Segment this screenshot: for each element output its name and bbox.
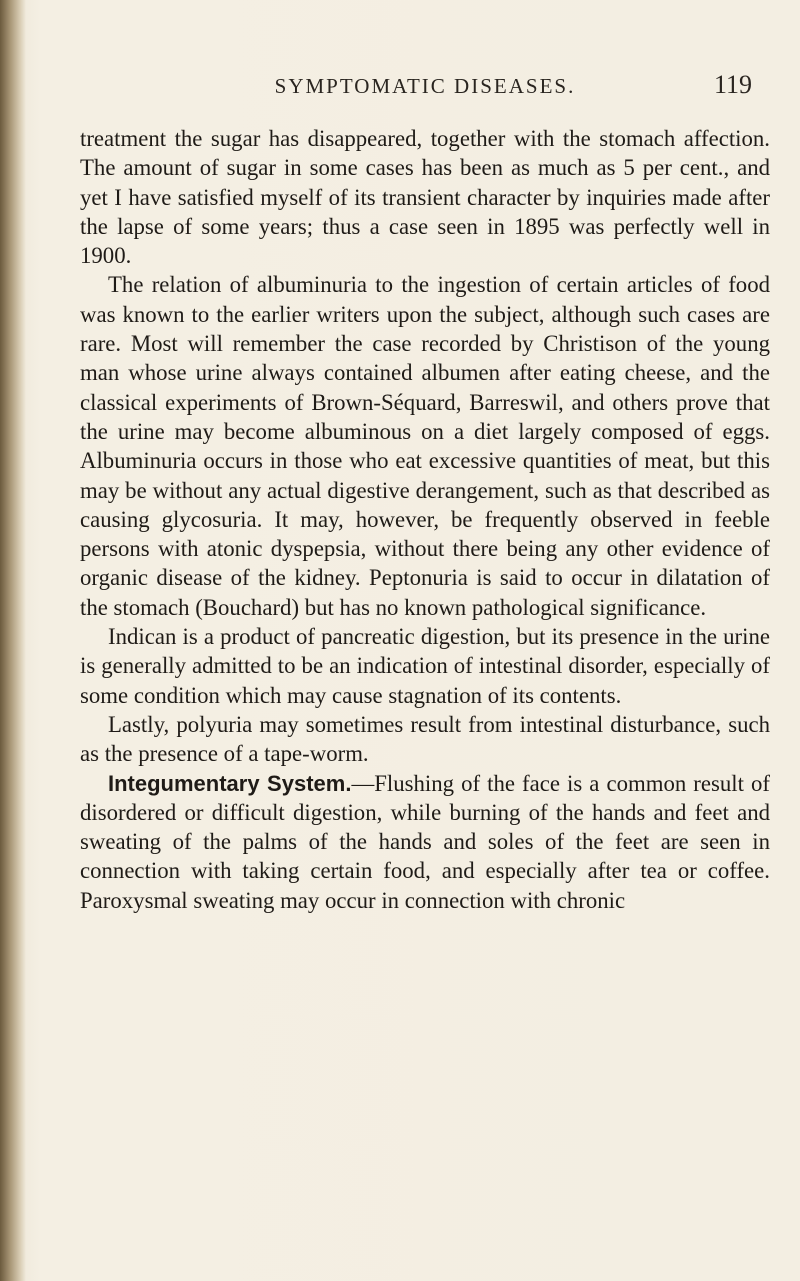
paragraph-3: Indican is a product of pancreatic digestion, but its presence in the urine is generally admitted to be an indication of intestinal disorder, especially of some condition which may cause stagnation of its contents. xyxy=(80,624,770,708)
running-head: SYMPTOMATIC DISEASES. xyxy=(274,74,576,98)
paragraph-5-body: —Flushing of the face is a common result of disordered or difficult digestion, while burning of the hands and feet and sweating of the palms of the hands and soles of the feet are seen in connection with taking certain food, and especially after tea or coffee. Paroxysmal sweating may occur in connection with chronic xyxy=(80,770,770,913)
binding-gutter xyxy=(0,0,26,1281)
body-text xyxy=(80,124,770,915)
page-number: 119 xyxy=(713,70,752,99)
page-header xyxy=(80,70,770,106)
paragraph-5 xyxy=(80,769,770,915)
paragraph-2: The relation of albuminuria to the ingestion of certain articles of food was known to the earlier writers upon the subject, although such cases are rare. Most will remember the case recorded by Christison of the young man whose urine always contained albumen after eating cheese, and the classical experiments of Brown-Séquard, Barreswil, and others prove that the urine may become albuminous on a diet largely composed of eggs. Albuminuria occurs in those who eat excessive quantities of meat, but this may be without any actual digestive derangement, such as that described as causing glycosuria. It may, however, be frequently observed in feeble persons with atonic dyspepsia, without there being any other evidence of organic disease of the kidney. Peptonuria is said to occur in dilatation of the stomach (Bouchard) but has no known pathological significance. xyxy=(80,272,770,620)
section-heading: Integumentary System. xyxy=(108,770,352,796)
paragraph-4: Lastly, polyuria may sometimes result from intestinal disturbance, such as the presence of a tape-worm. xyxy=(80,711,770,767)
paragraph-1: treatment the sugar has disappeared, together with the stomach affection. The amount of sugar in some cases has been as much as 5 per cent., and yet I have satisfied myself of its transient character by inquiries made after the lapse of some years; thus a case seen in 1895 was perfectly well in 1900. xyxy=(80,126,770,269)
